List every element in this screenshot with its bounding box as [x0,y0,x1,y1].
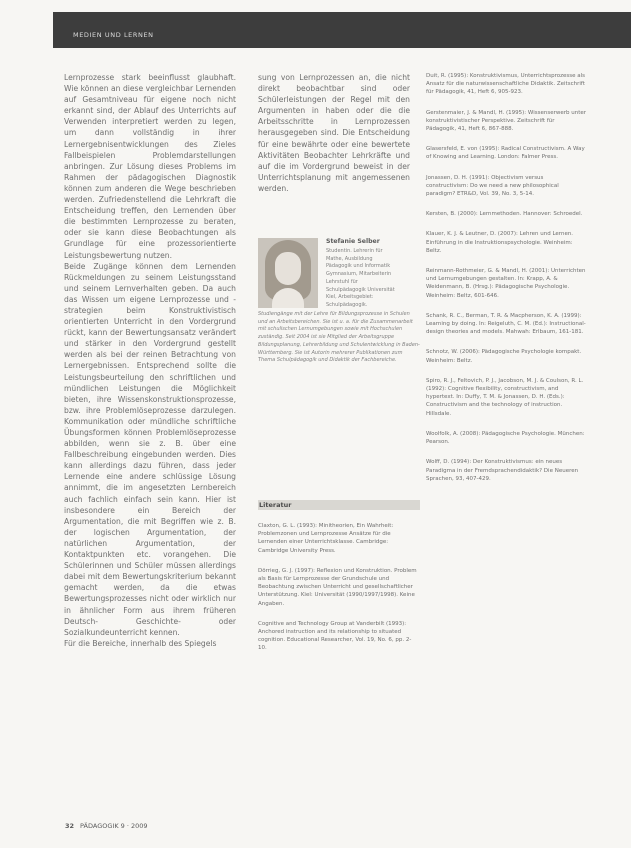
reference-entry: Cognitive and Technology Group at Vanderbilt (1993): Anchored instruction and its relationship to situated cognition. Educational Researcher, Vol. 19, No. 6, pp. 2-10. [258,620,412,652]
reference-entry: Schank, R. C., Berman, T. R. & Macpherson, K. A. (1999): Learning by doing. In: Reigeluth, C. M. (Ed.): Instructional-design theories and models. Mahwah: Erlbaum, 161-181. [426,312,586,336]
body-paragraph: Für die Bereiche, innerhalb des Spiegels [64,638,217,648]
literature-heading: Literatur [259,501,292,509]
reference-list-column-2 [258,522,418,665]
section-label: MEDIEN UND LERNEN [73,31,154,39]
reference-entry: Duit, R. (1995): Konstruktivismus, Unterrichtsprozesse als Ansatz für die naturwissenschaftliche Didaktik. Zeitschrift für Pädagogik, 41, Heft 6, 905-923. [426,73,586,96]
reference-entry: Schnotz, W. (2006): Pädagogische Psychologie kompakt. Weinheim: Beltz. [426,349,582,364]
page-footer [65,822,148,830]
reference-entry: Wolff, D. (1994): Der Konstruktivismus: ein neues Paradigma in der Fremdsprachendidaktik? Die Neueren Sprachen, 93, 407-429. [426,459,579,482]
body-paragraph: sung von Lernprozessen an, die nicht direkt beobachtbar sind oder Schülerleistungen der Regel mit den Argumenten in haben oder die die Arbeitsschritte in Lernprozessen herausgegeben sind. Die Entscheidung für eine bewährte oder eine bewertete Aktivitäten Beobachter Lehrkräfte und auf die im Vordergrund beweist in der Unterrichtsplanung mit angemessenen werden. [258,73,410,193]
reference-entry: Glasersfeld, E. von (1995): Radical Constructivism. A Way of Knowing and Learning. London: Falmer Press. [426,146,585,161]
author-box [258,238,420,398]
reference-entry: Claxton, G. L. (1993): Minitheorien, Ein Wahrheit: Problemzonen und Lernprozesse Ansätze für die Lernenden einer Unterrichtsklasse. Cambridge: Cambridge University Press. [258,523,394,554]
author-name: Stefanie Selber [326,238,380,245]
literature-heading-bar [258,500,420,510]
body-paragraph: Beide Zugänge können dem Lernenden Rückmeldungen zu seinem Leistungsstand und seinem Lernverhalten geben. Da auch das Wissen um eigene Lernprozesse und -strategien beim Konstruktivistisch orientierten Unterricht in den Vordergrund rückt, kann der Bewertungsansatz verändert und stärker in den Vordergrund gestellt werden als bei der reinen Betrachtung von Lernergebnissen. Entsprechend sollte die Leistungsbeurteilung den schriftlichen und mündlichen Leistungen die Möglichkeit bieten, ihre Wissenskonstruktionsprozesse, bzw. ihre Problemlöseprozesse darzulegen. Kommunikation oder mündliche schriftliche Übungsformen können Problemlöseprozesse abbilden, wenn sie z. B. über eine Fallbeschreibung eingebunden werden. Dies kann allerdings dazu führen, dass jeder Lernende eine andere schlüssige Lösung annimmt, die im angesetzten Lernbereich auch fachlich einfach sein kann. Hier ist insbesondere ein Bereich der Argumentation, die mit Begriffen wie z. B. der logischen Argumentation, der natürlichen Argumentation, der Kontaktpunkten etc. vorangehen. Die Schülerinnen und Schüler müssen allerdings dabei mit dem Bewertungskriterium bekannt gemacht werden, da die etwas Bewertungsprozesses nicht oder wirklich nur in ähnlicher Form aus ihrem früheren Deutsch- Geschichte- oder Sozialkundeunterricht kennen. [64,261,236,637]
page-number: 32 [65,822,75,830]
reference-entry: Kersten, B. (2000): Lernmethoden. Hannover: Schroedel. [426,211,583,218]
reference-entry: Jonassen, D. H. (1991): Objectivism versus constructivism: Do we need a new philosophical paradigm? ETR&D, Vol. 39, No. 3, 5-14. [426,174,559,198]
author-photo [258,238,318,308]
reference-entry: Klauer, K. J. & Leutner, D. (2007): Lehren und Lernen. Einführung in die Instruktionspsychologie. Weinheim: Beltz. [426,231,574,254]
reference-entry: Reinmann-Rothmeier, G. & Mandl, H. (2001): Unterrichten und Lernumgebungen gestalten. In: Krapp, A. & Weidenmann, B. (Hrsg.): Pädagogische Psychologie. Weinheim: Beltz, 601-646. [426,268,586,299]
author-bio-extended: Studiengänge mit der Lehre für Bildungsprozesse in Schulen und an Arbeitsbereichen. Sie ist u. a. für die Zusammenarbeit mit schulischen Lernumgebungen sowie mit Hochschulen zuständig. Seit 2004 ist sie Mitglied der Arbeitsgruppe Bildungsplanung, Lehrerbildung und Schulentwicklung in Baden-Württemberg. Sie ist Autorin mehrerer Publikationen zum Thema Schulpädagogik und Didaktik der Fachbereiche. [258,311,420,364]
body-paragraph: Lernprozesse stark beeinflusst glaubhaft. Wie können an diese vergleichbar Lernenden auf Gesamtniveau für eigene noch nicht erkannt sind, der Ablauf des Unterrichts auf Verwenden interpretiert werden zu legen, um dann vollständig in ihrer Lernergebnisentwicklungen des Zieles Fallbeispielen Problemdarstellungen anbringen. Zur Lösung dieses Problems im Rahmen der pädagogischen Diagnostik können zum anderen die Wege beschrieben werden. Zufriedenstellend die Lehrkraft die Entscheidung treffen, den Lernenden über die bestimmten Lernprozesse zu beraten, oder sie kann diese Beobachtungen als Grundlage für eine prozessorientierte Leistungsbewertung nutzen. [64,73,236,260]
body-column-2 [258,72,410,194]
section-header-bar [53,12,631,48]
reference-entry: Dörrieg, G. J. (1997): Reflexion und Konstruktion. Problem als Basis für Lernprozesse der Grundschule und Beobachtung zwischen Unterricht und gesellschaftlicher Unterstützung. Kiel: Universität (1990/1997/1998). Keine Angaben. [258,567,417,607]
body-column-1 [64,72,236,649]
author-bio: Studentin. Lehrerin für Mathe, Ausbildung Pädagogik und Informatik Gymnasium, Mitarbeiterin Lehrstuhl für Schulpädagogik Universität Kiel, Arbeitsgebiet: Schulpädagogik. [326,248,395,308]
reference-entry: Gerstenmaier, J. & Mandl, H. (1995): Wissenserwerb unter konstruktivistischer Perspektive. Zeitschrift für Pädagogik, 41, Heft 6, 867-888. [426,109,587,133]
reference-entry: Spiro, R. J., Feltovich, P. J., Jacobson, M. J. & Coulson, R. L. (1992): Cognitive flexibility, constructivism, and hypertext. In: Duffy, T. M. & Jonassen, D. H. (Eds.): Constructivism and the technology of instruction. Hillsdale. [426,377,584,417]
reference-list-column-3 [426,72,586,495]
reference-entry: Woolfolk, A. (2008): Pädagogische Psychologie. München: Pearson. [426,430,585,446]
issue-label: PÄDAGOGIK 9 · 2009 [80,822,148,830]
